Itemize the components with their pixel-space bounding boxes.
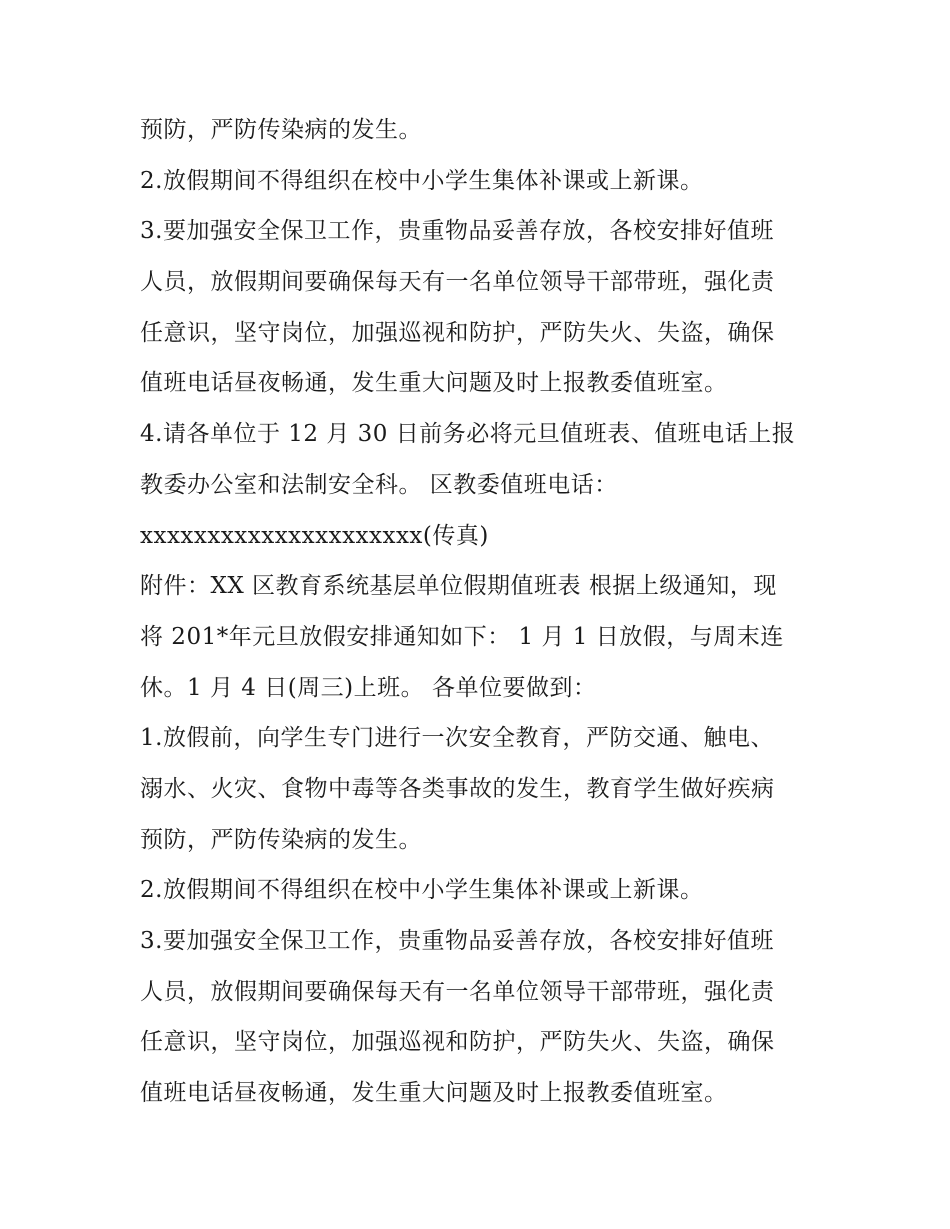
text-line: 1.放假前，向学生专门进行一次安全教育，严防交通、触电、 [140,725,774,752]
text-line: 2.放假期间不得组织在校中小学生集体补课或上新课。 [140,877,704,904]
text-line: 预防，严防传染病的发生。 [140,826,422,853]
text-line: 附件：XX 区教育系统基层单位假期值班表 根据上级通知，现 [140,573,777,600]
text-line: 休。1 月 4 日(周三)上班。 各单位要做到： [140,674,597,701]
text-line: 任意识，坚守岗位，加强巡视和防护，严防失火、失盗，确保 [140,319,775,346]
text-line: 预防，严防传染病的发生。 [140,117,422,143]
document-body [140,105,830,1119]
text-line: 3.要加强安全保卫工作，贵重物品妥善存放，各校安排好值班 [140,218,774,245]
text-line: 将 201*年元旦放假安排通知如下： 1 月 1 日放假，与周末连 [140,623,784,650]
text-line: 任意识，坚守岗位，加强巡视和防护，严防失火、失盗，确保 [140,1029,775,1056]
text-line: 人员，放假期间要确保每天有一名单位领导干部带班，强化责 [140,269,775,296]
text-line: xxxxxxxxxxxxxxxxxxxxx(传真) [140,522,489,549]
text-line: 3.要加强安全保卫工作，贵重物品妥善存放，各校安排好值班 [140,928,774,954]
text-line: 人员，放假期间要确保每天有一名单位领导干部带班，强化责 [140,978,775,1005]
text-line: 值班电话昼夜畅通，发生重大问题及时上报教委值班室。 [140,370,728,397]
text-line: 4.请各单位于 12 月 30 日前务必将元旦值班表、值班电话上报 [140,421,796,448]
text-line: 值班电话昼夜畅通，发生重大问题及时上报教委值班室。 [140,1080,728,1107]
text-line: 2.放假期间不得组织在校中小学生集体补课或上新课。 [140,167,704,194]
text-line: 教委办公室和法制安全科。 区教委值班电话： [140,471,618,498]
text-line: 溺水、火灾、食物中毒等各类事故的发生，教育学生做好疾病 [140,775,775,802]
